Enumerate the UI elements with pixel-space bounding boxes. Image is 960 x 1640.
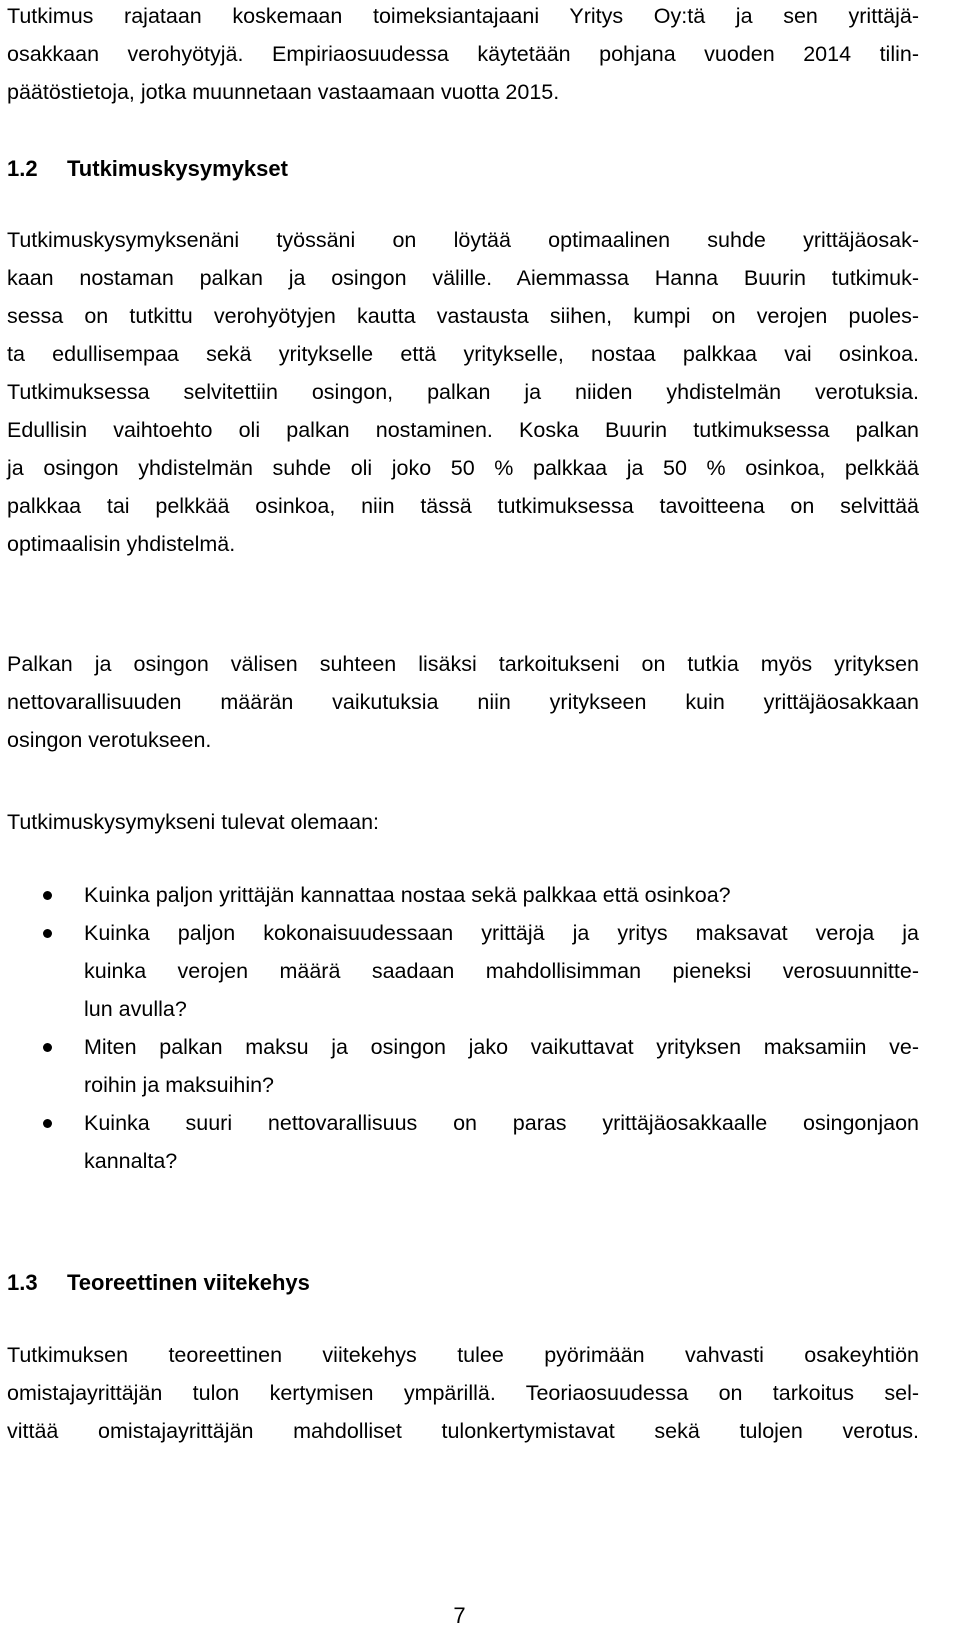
list-item xyxy=(7,876,919,914)
paragraph-line: kaan nostaman palkan ja osingon välille. Aiemmassa Hanna Buurin tutkimuk- xyxy=(7,266,919,290)
paragraph-line: sessa on tutkittu verohyötyjen kautta vastausta siihen, kumpi on verojen puoles- xyxy=(7,304,919,328)
paragraph-line: Tutkimuksen teoreettinen viitekehys tulee pyörimään vahvasti osakeyhtiön xyxy=(7,1343,919,1367)
research-questions-paragraph xyxy=(7,221,919,563)
research-questions-list xyxy=(7,876,919,1180)
intro-line: osakkaan verohyötyjä. Empiriaosuudessa käytetään pohjana vuoden 2014 tilin- xyxy=(7,42,919,66)
bullet-icon xyxy=(43,1119,52,1128)
paragraph-line: palkkaa tai pelkkää osinkoa, niin tässä tutkimuksessa tavoitteena on selvittää xyxy=(7,494,919,518)
paragraph-line: ta edullisempaa sekä yritykselle että yritykselle, nostaa palkkaa vai osinkoa. xyxy=(7,342,919,366)
bullet-icon xyxy=(43,1043,52,1052)
paragraph-line: omistajayrittäjän tulon kertymisen ympärillä. Teoriaosuudessa on tarkoitus sel- xyxy=(7,1381,919,1405)
list-item-line: Miten palkan maksu ja osingon jako vaikuttavat yrityksen maksamiin ve- xyxy=(84,1035,919,1059)
paragraph-line: osingon verotukseen. xyxy=(7,728,212,752)
list-item-line: lun avulla? xyxy=(84,997,187,1021)
paragraph-line: nettovarallisuuden määrän vaikutuksia niin yritykseen kuin yrittäjäosakkaan xyxy=(7,690,919,714)
list-item xyxy=(7,914,919,1028)
paragraph-line: Tutkimuskysymyksenäni työssäni on löytää optimaalinen suhde yrittäjäosak- xyxy=(7,228,919,252)
section-heading-1-3 xyxy=(7,1264,310,1302)
paragraph-line: Tutkimuksessa selvitettiin osingon, palkan ja niiden yhdistelmän verotuksia. xyxy=(7,380,919,404)
paragraph-line: Tutkimuskysymykseni tulevat olemaan: xyxy=(7,810,379,834)
section-title: Tutkimuskysymykset xyxy=(67,156,288,181)
intro-line: Tutkimus rajataan koskemaan toimeksiantajaani Yritys Oy:tä ja sen yrittäjä- xyxy=(7,4,919,28)
list-item-line: roihin ja maksuihin? xyxy=(84,1073,275,1097)
paragraph-line: vittää omistajayrittäjän mahdolliset tulonkertymistavat sekä tulojen verotus. xyxy=(7,1419,919,1443)
list-item xyxy=(7,1104,919,1180)
section-number: 1.3 xyxy=(7,1270,38,1295)
section-number: 1.2 xyxy=(7,156,38,181)
section-heading-1-2 xyxy=(7,150,288,188)
section-title: Teoreettinen viitekehys xyxy=(67,1270,310,1295)
intro-paragraph xyxy=(7,0,919,111)
questions-intro xyxy=(7,803,919,841)
list-item-line: kannalta? xyxy=(84,1149,178,1173)
list-item-line: Kuinka suuri nettovarallisuus on paras yrittäjäosakkaalle osingonjaon xyxy=(84,1111,919,1135)
paragraph-line: ja osingon yhdistelmän suhde oli joko 50 % palkkaa ja 50 % osinkoa, pelkkää xyxy=(7,456,919,480)
list-item-line: kuinka verojen määrä saadaan mahdollisimman pieneksi verosuunnitte- xyxy=(84,959,919,983)
paragraph-line: Palkan ja osingon välisen suhteen lisäksi tarkoitukseni on tutkia myös yrityksen xyxy=(7,652,919,676)
theoretical-framework-paragraph xyxy=(7,1336,919,1450)
bullet-icon xyxy=(43,891,52,900)
list-item-line: Kuinka paljon yrittäjän kannattaa nostaa sekä palkkaa että osinkoa? xyxy=(84,883,731,907)
bullet-icon xyxy=(43,929,52,938)
list-item-line: Kuinka paljon kokonaisuudessaan yrittäjä ja yritys maksavat veroja ja xyxy=(84,921,919,945)
paragraph-line: optimaalisin yhdistelmä. xyxy=(7,532,236,556)
intro-line: päätöstietoja, jotka muunnetaan vastaamaan vuotta 2015. xyxy=(7,80,560,104)
net-assets-paragraph xyxy=(7,645,919,759)
paragraph-line: Edullisin vaihtoehto oli palkan nostaminen. Koska Buurin tutkimuksessa palkan xyxy=(7,418,919,442)
page-number: 7 xyxy=(453,1603,466,1628)
list-item xyxy=(7,1028,919,1104)
